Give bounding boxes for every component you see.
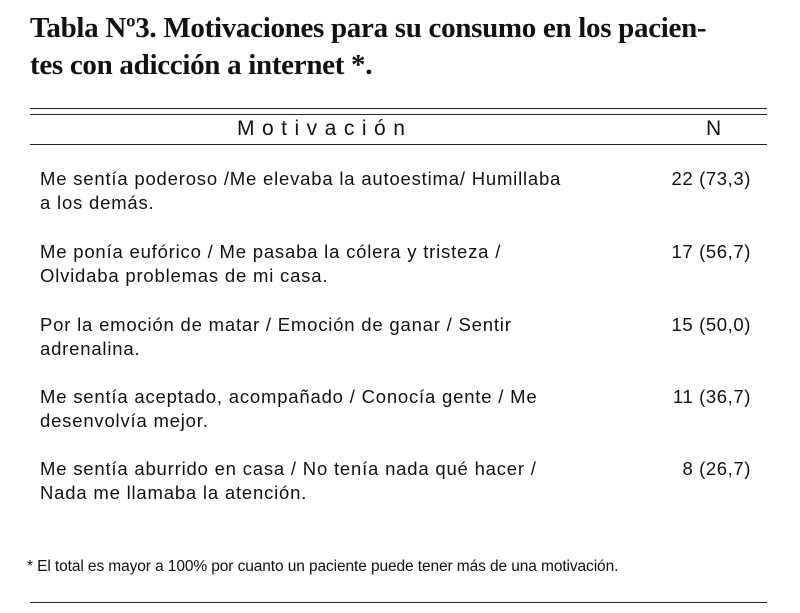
motivation-line: adrenalina.	[40, 338, 141, 359]
top-rule-inner	[30, 114, 767, 115]
row-n-value: 8 (26,7)	[682, 458, 751, 479]
header-n: N	[706, 117, 722, 140]
row-n-value: 11 (36,7)	[672, 386, 751, 407]
header-rule	[30, 144, 767, 145]
row-n-value: 15 (50,0)	[671, 314, 751, 335]
footnote: * El total es mayor a 100% por cuanto un paciente puede tener más de una motivación.	[27, 558, 619, 575]
table-title	[30, 10, 775, 84]
motivation-line: a los demás.	[40, 192, 155, 213]
header-motivacion: Motivación	[237, 117, 413, 140]
row-n-value: 22 (73,3)	[671, 168, 751, 189]
motivation-line: Nada me llamaba la atención.	[40, 482, 308, 503]
title-line-2: tes con adicción a internet *.	[30, 49, 373, 81]
motivation-line: desenvolvía mejor.	[40, 410, 209, 431]
row-motivation	[40, 457, 650, 505]
motivation-line: Me sentía poderoso /Me elevaba la autoestima/ Humillaba	[40, 168, 562, 189]
row-motivation	[40, 385, 650, 433]
row-motivation	[40, 313, 650, 361]
motivation-line: Olvidaba problemas de mi casa.	[40, 265, 329, 286]
motivation-line: Me ponía eufórico / Me pasaba la cólera y tristeza /	[40, 241, 502, 262]
bottom-rule	[30, 602, 767, 603]
motivation-line: Por la emoción de matar / Emoción de ganar / Sentir	[40, 314, 512, 335]
row-n-value: 17 (56,7)	[671, 241, 751, 262]
row-motivation	[40, 167, 650, 215]
row-motivation	[40, 240, 650, 288]
motivation-line: Me sentía aburrido en casa / No tenía nada qué hacer /	[40, 458, 537, 479]
top-rule	[30, 108, 767, 109]
title-line-1: Tabla Nº3. Motivaciones para su consumo en los pacien-	[30, 12, 707, 44]
motivation-line: Me sentía aceptado, acompañado / Conocía gente / Me	[40, 386, 538, 407]
